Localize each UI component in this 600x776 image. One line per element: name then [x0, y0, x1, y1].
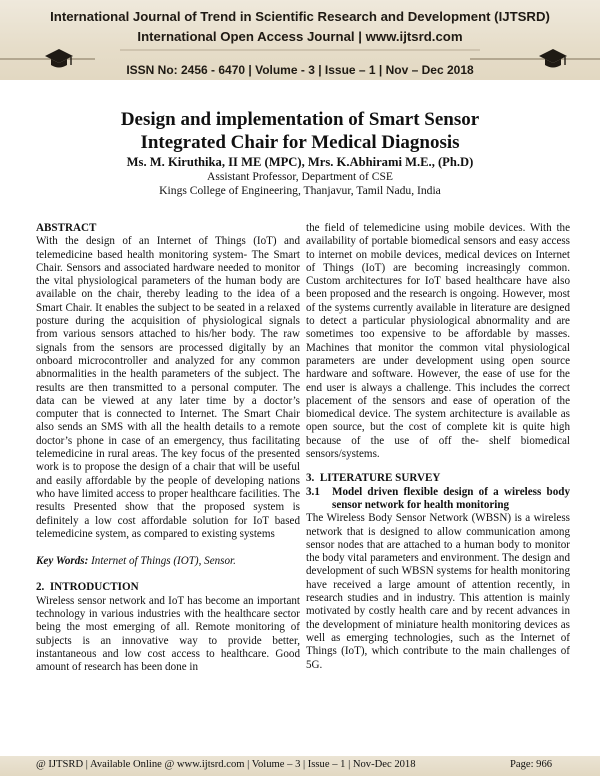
- issn-volume-line: ISSN No: 2456 - 6470 | Volume - 3 | Issue – 1 | Nov – Dec 2018: [126, 63, 474, 77]
- footer-suffix: | Volume – 3 | Issue – 1 | Nov-Dec 2018: [244, 759, 416, 770]
- left-column: [36, 222, 300, 675]
- subsection-number: 3.1: [306, 485, 320, 498]
- subsection-heading: [306, 486, 570, 513]
- introduction-continuation: the field of telemedicine using mobile devices. With the availability of portable biomedical sensors and easy access to internet on mobile devices, medical devices on Internet of Things (IoT) are becoming increasingly common. Custom architectures for IoT based healthcare have also been proposed and the research is ongoing. However, most of the systems currently available in literature are designed to detect a particular physiological abnormality and are sometimes too expensive to be affordable by masses. Machines that monitor the common vital physiological parameters are under development using open source hardware and software. However, the ease of use for the end user is always a challenge. This includes the correct placement of the sensors and ease of operation of the biomedical device. The system architecture is available as open source, but the cost of complete kit is quite high because of the use of off the- shelf biomedical sensors/systems.: [306, 222, 570, 461]
- abstract-text: With the design of an Internet of Things (IoT) and telemedicine based health monitoring system- The Smart Chair. Sensors and associated hardware needed to monitor the vital physiological parameters of the human body are available on the chair, thereby leading to the idea of a Smart Chair. It enables the subject to be seated in a relaxed posture during the acquisition of physiological signals from various sensors attached to his/her body. The raw signals from the sensors are processed digitally by an onboard microcontroller and analyzed for any common abnormalities in the health parameters of the subject. The results are then transmitted to a personal computer. The data can be viewed at any later time by a doctor’s computer that is connected to Internet. The Smart Chair also sends an SMS with all the health details to a remote doctor’s phone in case of an emergency, thus facilitating telemedicine in rural areas. The key focus of the presented work is to propose the design of a chair that will be useful and easily affordable by the people of developing nations who have limited access to proper healthcare facilities. The results Presented show that the proposed system is definitely a low cost affordable solution for IoT based telemedicine system, as compared to existing systems: [36, 235, 300, 540]
- paper-title-line-2: Integrated Chair for Medical Diagnosis: [140, 132, 460, 153]
- introduction-text: Wireless sensor network and IoT has become an important technology in various industries with the healthcare sector being the most emerging of all. Remote monitoring of subjects is an innovative way to provide better, instantaneous and low cost access to healthcare. Good amount of research has been done in: [36, 594, 300, 674]
- author-affiliation: [0, 170, 600, 198]
- journal-header: [0, 0, 600, 80]
- paper-title: [0, 108, 600, 154]
- subsection-title: Model driven flexible design of a wireless body sensor network for health monitoring: [332, 485, 570, 511]
- literature-survey-heading: 3. LITERATURE SURVEY: [306, 472, 441, 485]
- keywords-text: Internet of Things (IOT), Sensor.: [91, 555, 236, 568]
- footer-citation: [36, 759, 416, 770]
- footer-website-link[interactable]: www.ijtsrd.com: [176, 759, 245, 770]
- decorative-streak: [120, 49, 480, 51]
- author-position: Assistant Professor, Department of CSE: [207, 170, 393, 183]
- journal-subtitle: International Open Access Journal | www.ijtsrd.com: [137, 29, 463, 44]
- literature-survey-text: The Wireless Body Sensor Network (WBSN) is a wireless network that is designed to allow communication among sensor nodes that are attached to a human body to monitor the body vital parameters and environment. The design and development of such WBSN systems for health monitoring have received a large amount of attention recently, in research studies and in industry. This attention is mainly motivated by costly health care and by recent advances in the development of miniature health monitoring devices as well as emerging technologies, such as the Internet of Things (IoT), which contribute to the main challenges of 5G.: [306, 512, 570, 671]
- paper-authors: Ms. M. Kiruthika, II ME (MPC), Mrs. K.Abhirami M.E., (Ph.D): [126, 155, 474, 169]
- keywords: [36, 555, 300, 568]
- keywords-label: Key Words:: [36, 555, 89, 568]
- introduction-heading: 2. INTRODUCTION: [36, 581, 139, 594]
- page-footer: [0, 756, 600, 776]
- page-number: Page: 966: [510, 759, 553, 770]
- paper-title-line-1: Design and implementation of Smart Sensor: [120, 109, 480, 130]
- abstract-heading: ABSTRACT: [36, 222, 97, 234]
- decorative-streak: [470, 58, 600, 60]
- footer-prefix: @ IJTSRD | Available Online @: [36, 759, 177, 770]
- author-institution: Kings College of Engineering, Thanjavur, Tamil Nadu, India: [159, 184, 441, 197]
- right-column: [306, 222, 570, 672]
- journal-name: International Journal of Trend in Scientific Research and Development (IJTSRD): [50, 9, 550, 24]
